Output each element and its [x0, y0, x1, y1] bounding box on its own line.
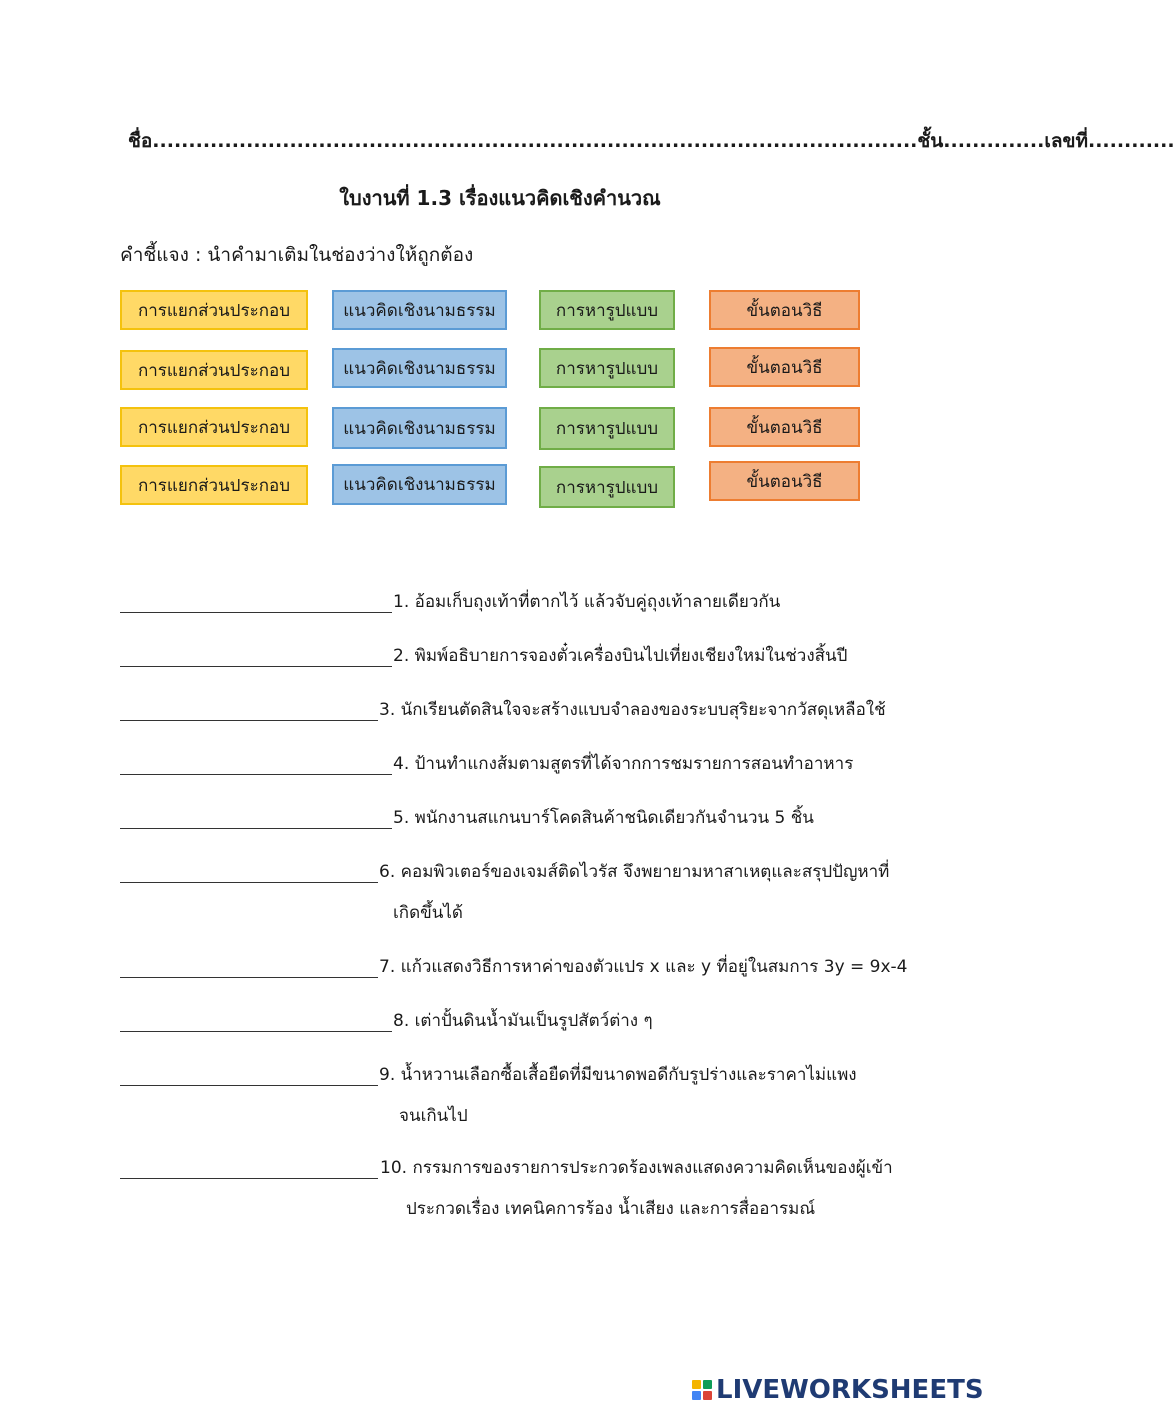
question-text: 2. พิมพ์อธิบายการจองตั๋วเครื่องบินไปเที่ยงเชียงใหม่ในช่วงสิ้นปี	[393, 646, 848, 666]
word-chip-algorithm[interactable]: ขั้นตอนวิธี	[709, 407, 860, 447]
liveworksheets-logo	[692, 1374, 984, 1406]
word-chip-abstraction[interactable]: แนวคิดเชิงนามธรรม	[332, 407, 507, 449]
question-text: 4. ป้านทำแกงส้มตามสูตรที่ได้จากการชมรายการสอนทำอาหาร	[393, 754, 854, 774]
question-text: 10. กรรมการของรายการประกวดร้องเพลงแสดงความคิดเห็นของผู้เข้า	[380, 1158, 893, 1178]
answer-input-7[interactable]	[120, 953, 382, 979]
answer-input-5[interactable]	[120, 804, 396, 830]
answer-input-2[interactable]	[120, 642, 396, 668]
question-text-continued: ประกวดเรื่อง เทคนิคการร้อง น้ำเสียง และการสื่ออารมณ์	[406, 1199, 816, 1219]
question-text: 8. เต่าปั้นดินน้ำมันเป็นรูปสัตว์ต่าง ๆ	[393, 1011, 653, 1031]
answer-input-1[interactable]	[120, 588, 396, 614]
logo-square	[692, 1380, 701, 1389]
word-chip-decomposition[interactable]: การแยกส่วนประกอบ	[120, 465, 308, 505]
logo-square	[692, 1391, 701, 1400]
page-title: ใบงานที่ 1.3 เรื่องแนวคิดเชิงคำนวณ	[339, 186, 661, 210]
word-chip-algorithm[interactable]: ขั้นตอนวิธี	[709, 461, 860, 501]
word-bank-row	[120, 348, 880, 390]
answer-input-9[interactable]	[120, 1061, 382, 1087]
logo-square	[703, 1391, 712, 1400]
answer-input-8[interactable]	[120, 1007, 396, 1033]
question-text: 5. พนักงานสแกนบาร์โคดสินค้าชนิดเดียวกันจำนวน 5 ชิ้น	[393, 808, 814, 828]
word-chip-decomposition[interactable]: การแยกส่วนประกอบ	[120, 290, 308, 330]
word-chip-algorithm[interactable]: ขั้นตอนวิธี	[709, 347, 860, 387]
logo-icon	[692, 1380, 712, 1400]
question-text-continued: จนเกินไป	[399, 1106, 468, 1126]
word-chip-pattern-recognition[interactable]: การหารูปแบบ	[539, 348, 675, 388]
question-text: 7. แก้วแสดงวิธีการหาค่าของตัวแปร x และ y ที่อยู่ในสมการ 3y = 9x-4	[379, 957, 908, 977]
question-text: 6. คอมพิวเตอร์ของเจมส์ติดไวรัส จึงพยายามหาสาเหตุและสรุปปัญหาที่	[379, 862, 890, 882]
instruction-text: คำชี้แจง : นำคำมาเติมในช่องว่างให้ถูกต้อง	[120, 244, 474, 266]
question-text: 9. น้ำหวานเลือกซื้อเสื้อยืดที่มีขนาดพอดีกับรูปร่างและราคาไม่แพง	[379, 1065, 857, 1085]
question-text: 1. อ้อมเก็บถุงเท้าที่ตากไว้ แล้วจับคู่ถุงเท้าลายเดียวกัน	[393, 592, 781, 612]
word-chip-abstraction[interactable]: แนวคิดเชิงนามธรรม	[332, 464, 507, 505]
answer-input-6[interactable]	[120, 858, 382, 884]
answer-input-4[interactable]	[120, 750, 396, 776]
answer-input-3[interactable]	[120, 696, 382, 722]
student-info-line: ชื่อ..........................................................................................................ชั้น..............เลขที่............	[128, 130, 1175, 152]
word-bank-row	[120, 463, 880, 505]
word-chip-pattern-recognition[interactable]: การหารูปแบบ	[539, 466, 675, 508]
word-chip-pattern-recognition[interactable]: การหารูปแบบ	[539, 290, 675, 330]
question-text-continued: เกิดขึ้นได้	[393, 903, 463, 923]
logo-text: LIVEWORKSHEETS	[716, 1375, 984, 1405]
word-bank-row	[120, 290, 880, 332]
word-chip-algorithm[interactable]: ขั้นตอนวิธี	[709, 290, 860, 330]
answer-input-10[interactable]	[120, 1154, 382, 1180]
word-chip-decomposition[interactable]: การแยกส่วนประกอบ	[120, 407, 308, 447]
logo-square	[703, 1380, 712, 1389]
word-chip-abstraction[interactable]: แนวคิดเชิงนามธรรม	[332, 290, 507, 330]
word-chip-decomposition[interactable]: การแยกส่วนประกอบ	[120, 350, 308, 390]
word-bank-row	[120, 407, 880, 449]
word-chip-abstraction[interactable]: แนวคิดเชิงนามธรรม	[332, 348, 507, 388]
word-chip-pattern-recognition[interactable]: การหารูปแบบ	[539, 407, 675, 450]
question-text: 3. นักเรียนตัดสินใจจะสร้างแบบจำลองของระบบสุริยะจากวัสดุเหลือใช้	[379, 700, 886, 720]
